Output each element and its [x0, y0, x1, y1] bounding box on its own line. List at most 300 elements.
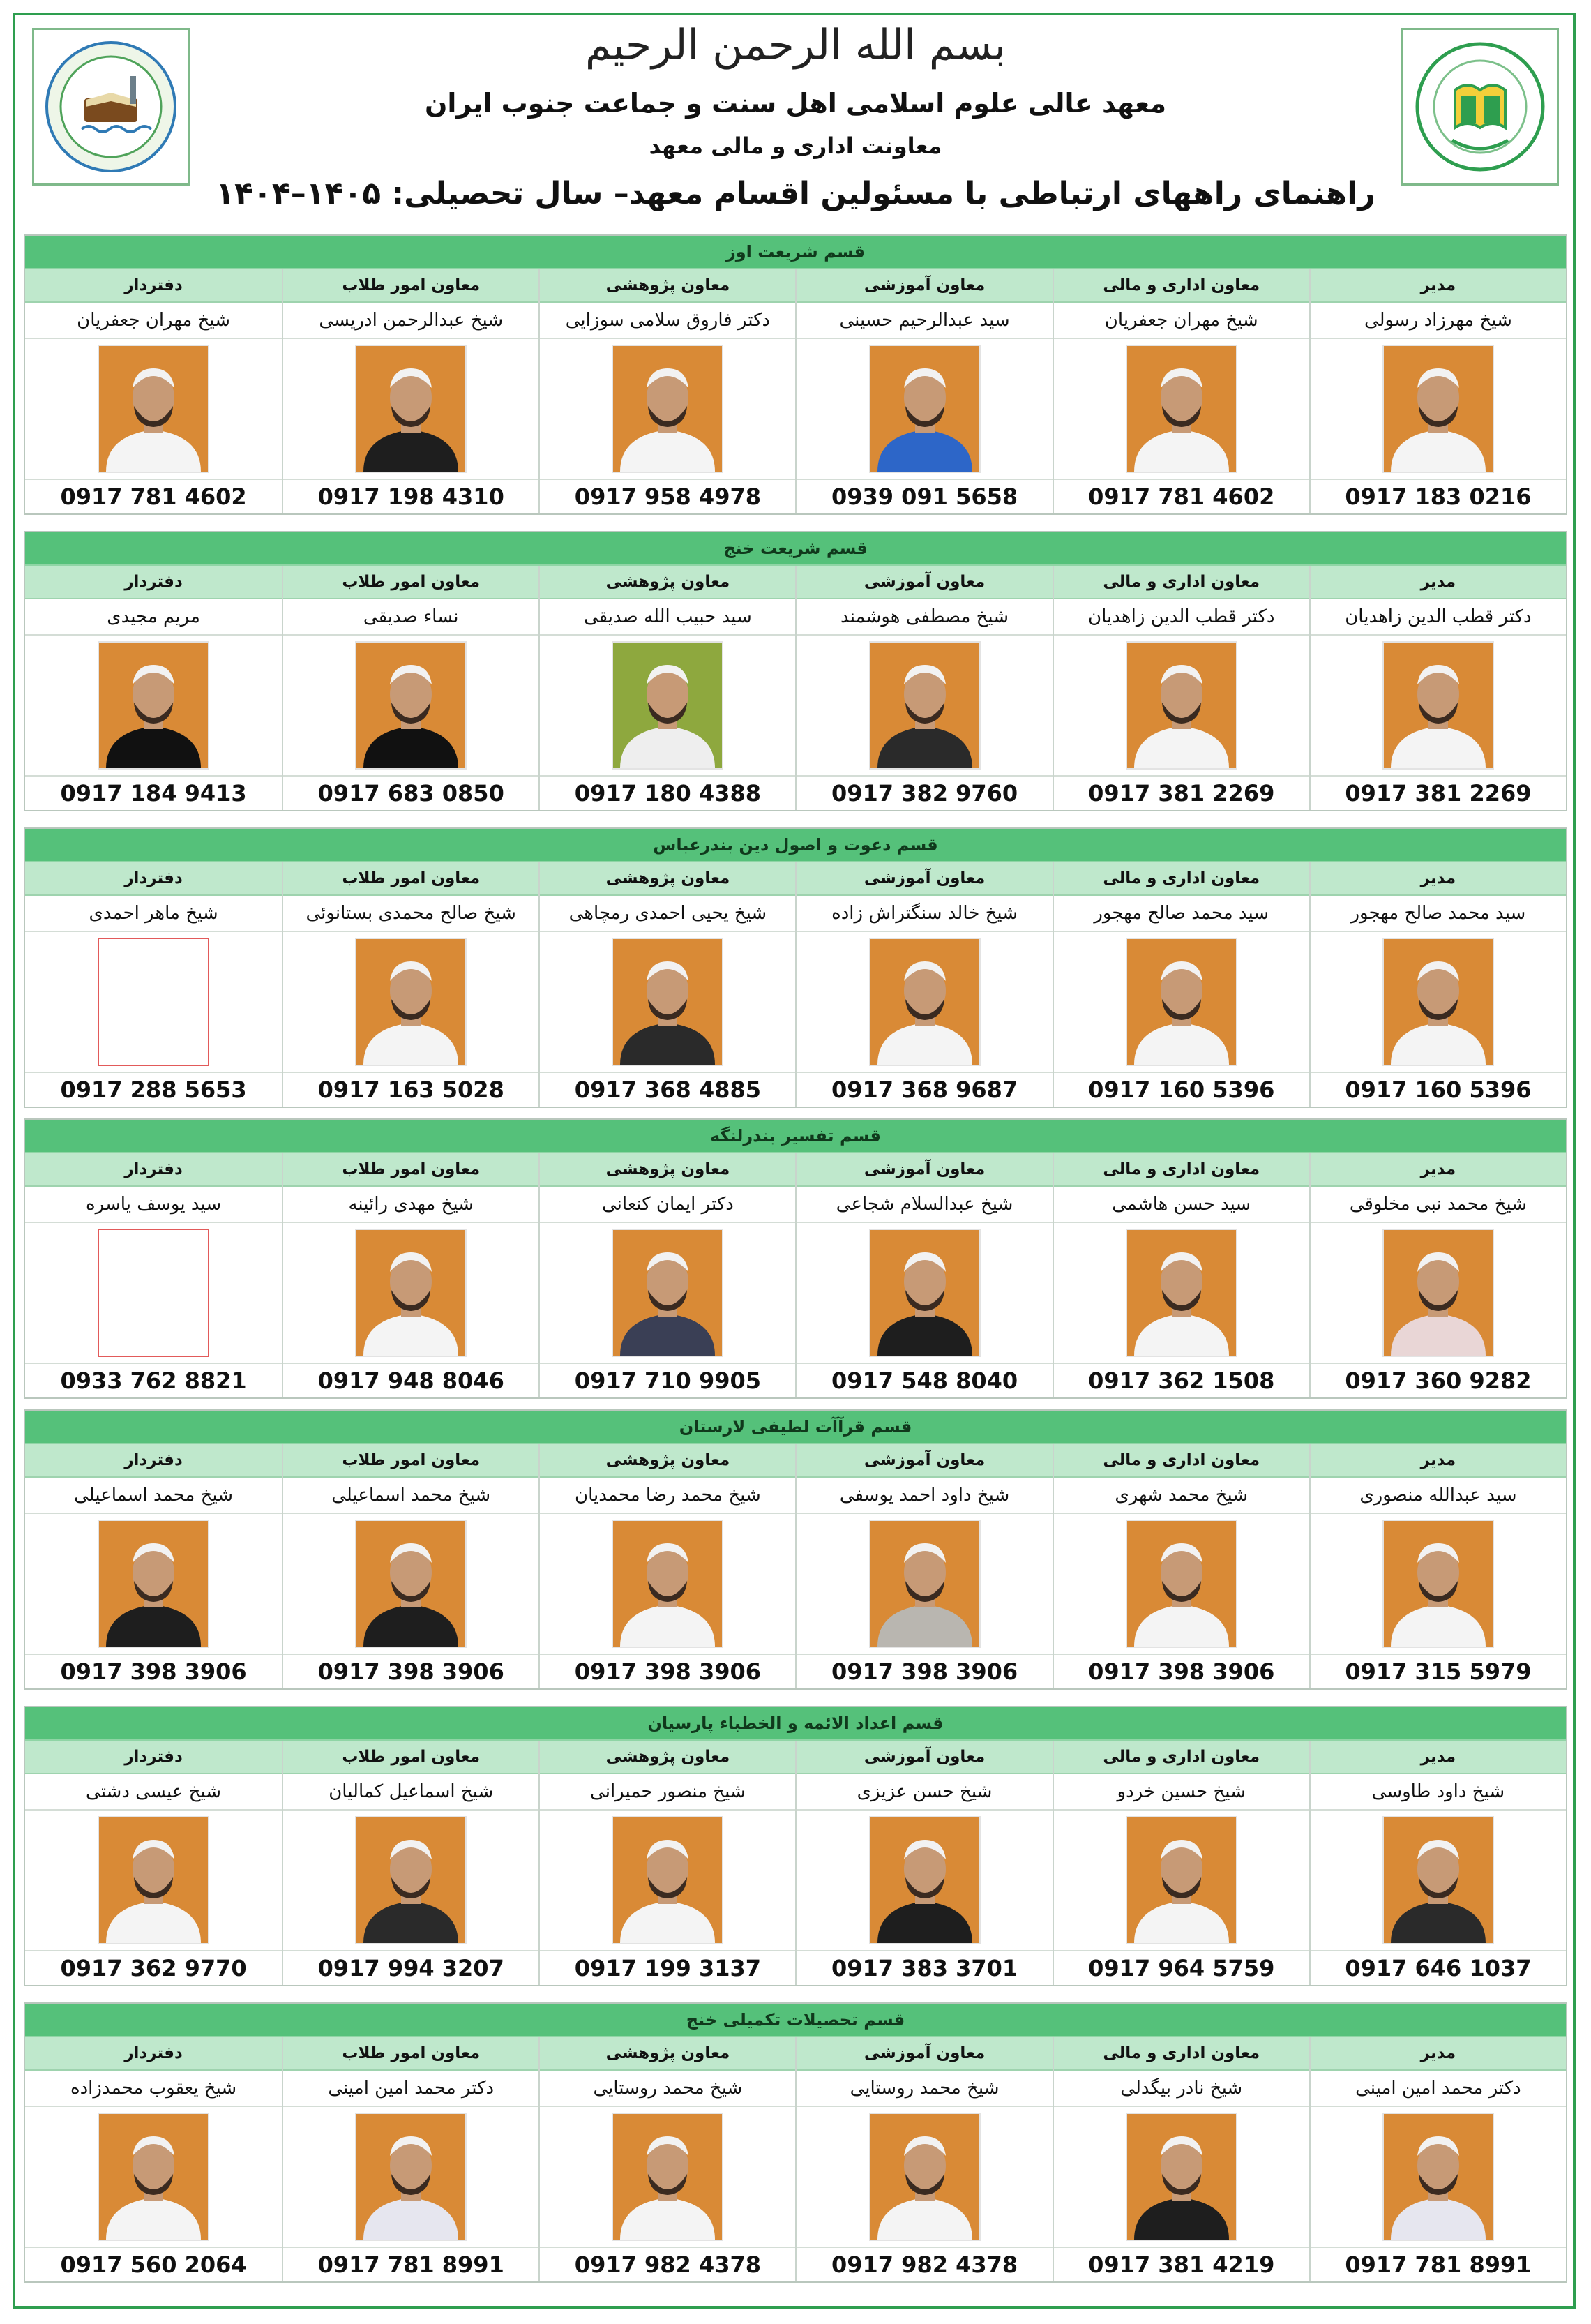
person-portrait-icon	[356, 1521, 465, 1647]
role-label: دفتردار	[25, 862, 282, 896]
staff-column	[795, 2037, 1052, 2281]
staff-photo	[869, 641, 981, 770]
role-label: معاون اداری و مالی	[1054, 1444, 1309, 1478]
staff-name: شیخ منصور حمیرانی	[540, 1774, 795, 1811]
staff-photo	[355, 2113, 467, 2241]
staff-column	[282, 1444, 538, 1688]
photo-cell	[25, 1811, 282, 1951]
phone-number: 0917 382 9760	[831, 780, 1018, 807]
staff-name: شیخ صالح محمدی بستانوئی	[283, 896, 538, 932]
photo-cell	[25, 1514, 282, 1655]
phone-number: 0939 091 5658	[831, 483, 1018, 510]
person-portrait-icon	[356, 1230, 465, 1356]
phone-number: 0917 184 9413	[60, 780, 247, 807]
person-portrait-icon	[613, 346, 722, 472]
staff-column	[1309, 862, 1566, 1107]
staff-grid	[25, 269, 1566, 513]
institute-name: معهد عالی علوم اسلامی اهل سنت و جماعت جنوب ایران	[424, 88, 1167, 119]
photo-cell	[1054, 339, 1309, 480]
photo-cell	[797, 1514, 1052, 1655]
staff-name: دکتر ایمان کنعانی	[540, 1187, 795, 1223]
photo-cell	[540, 2107, 795, 2248]
role-label: معاون اداری و مالی	[1054, 1153, 1309, 1187]
person-portrait-icon	[356, 939, 465, 1065]
section-4	[24, 1118, 1567, 1399]
role-label: دفتردار	[25, 566, 282, 599]
role-label: معاون اداری و مالی	[1054, 566, 1309, 599]
photo-cell	[797, 1223, 1052, 1364]
staff-name: سید یوسف یاسره	[25, 1187, 282, 1223]
role-label: مدیر	[1311, 2037, 1566, 2071]
person-portrait-icon	[1384, 1230, 1493, 1356]
staff-photo	[869, 1520, 981, 1648]
staff-photo	[1382, 1520, 1494, 1648]
staff-column	[538, 862, 795, 1107]
staff-name: سید حبیب الله صدیقی	[540, 599, 795, 636]
person-portrait-icon	[1127, 939, 1236, 1065]
person-portrait-icon	[613, 939, 722, 1065]
photo-cell	[283, 339, 538, 480]
person-portrait-icon	[1127, 1521, 1236, 1647]
staff-name: شیخ ماهر احمدی	[25, 896, 282, 932]
staff-photo	[612, 641, 723, 770]
section-title: قسم شریعت اوز	[25, 236, 1566, 269]
photo-cell	[1054, 636, 1309, 777]
person-portrait-icon	[870, 939, 979, 1065]
staff-photo	[612, 345, 723, 473]
phone-number: 0917 560 2064	[60, 2251, 247, 2278]
staff-column	[1053, 1741, 1309, 1985]
person-portrait-icon	[1384, 2114, 1493, 2240]
phone-number: 0917 198 4310	[317, 483, 504, 510]
phone-number: 0917 288 5653	[60, 1077, 247, 1103]
staff-photo	[355, 1816, 467, 1944]
staff-column	[795, 1741, 1052, 1985]
role-label: معاون آموزشی	[797, 1444, 1052, 1478]
staff-column	[538, 269, 795, 513]
staff-name: شیخ مهرزاد رسولی	[1311, 303, 1566, 339]
photo-cell	[540, 636, 795, 777]
staff-photo	[355, 938, 467, 1066]
photo-cell	[797, 636, 1052, 777]
photo-cell	[283, 1223, 538, 1364]
phone-number: 0917 982 4378	[574, 2251, 761, 2278]
staff-photo	[355, 641, 467, 770]
phone-number: 0917 368 4885	[574, 1077, 761, 1103]
staff-column	[25, 1153, 282, 1397]
role-label: معاون اداری و مالی	[1054, 2037, 1309, 2071]
photo-cell	[1054, 1223, 1309, 1364]
photo-cell	[25, 636, 282, 777]
staff-photo	[355, 1229, 467, 1357]
role-label: دفتردار	[25, 1153, 282, 1187]
role-label: مدیر	[1311, 269, 1566, 303]
staff-column	[1053, 269, 1309, 513]
staff-name: شیخ مصطفی هوشمند	[797, 599, 1052, 636]
phone-number: 0917 183 0216	[1345, 483, 1532, 510]
photo-cell	[540, 932, 795, 1073]
staff-photo	[98, 345, 209, 473]
staff-name: نساء صدیقی	[283, 599, 538, 636]
section-1	[24, 234, 1567, 515]
phone-number: 0917 199 3137	[574, 1955, 761, 1981]
phone-number: 0917 781 8991	[317, 2251, 504, 2278]
staff-column	[1309, 1444, 1566, 1688]
staff-photo	[98, 1520, 209, 1648]
phone-number: 0917 381 4219	[1088, 2251, 1275, 2278]
role-label: معاون اداری و مالی	[1054, 269, 1309, 303]
staff-photo	[612, 2113, 723, 2241]
phone-number: 0917 994 3207	[317, 1955, 504, 1981]
staff-photo	[869, 938, 981, 1066]
phone-number: 0917 381 2269	[1345, 780, 1532, 807]
phone-number: 0917 948 8046	[317, 1367, 504, 1394]
phone-number: 0917 163 5028	[317, 1077, 504, 1103]
phone-number: 0917 383 3701	[831, 1955, 1018, 1981]
staff-grid	[25, 1153, 1566, 1397]
staff-name: شیخ مهران جعفریان	[1054, 303, 1309, 339]
photo-cell	[283, 1514, 538, 1655]
staff-column	[538, 1741, 795, 1985]
photo-cell	[25, 2107, 282, 2248]
person-portrait-icon	[1127, 1230, 1236, 1356]
staff-column	[1053, 1444, 1309, 1688]
staff-photo	[869, 1229, 981, 1357]
staff-photo	[1382, 2113, 1494, 2241]
staff-photo	[98, 2113, 209, 2241]
staff-column	[795, 1153, 1052, 1397]
section-3	[24, 827, 1567, 1108]
role-label: مدیر	[1311, 1444, 1566, 1478]
bismillah-calligraphy: بسم الله الرحمن الرحيم	[585, 21, 1006, 70]
staff-name: سید عبدالرحیم حسینی	[797, 303, 1052, 339]
phone-number: 0933 762 8821	[60, 1367, 247, 1394]
phone-number: 0917 710 9905	[574, 1367, 761, 1394]
role-label: معاون آموزشی	[797, 1741, 1052, 1774]
person-portrait-icon	[1384, 346, 1493, 472]
staff-column	[1053, 2037, 1309, 2281]
photo-cell	[25, 932, 282, 1073]
staff-name: شیخ خالد سنگتراش زاده	[797, 896, 1052, 932]
staff-name: شیخ محمد روستایی	[540, 2071, 795, 2107]
person-portrait-icon	[99, 1521, 208, 1647]
role-label: دفتردار	[25, 269, 282, 303]
staff-photo	[1382, 1816, 1494, 1944]
role-label: دفتردار	[25, 1444, 282, 1478]
role-label: معاون آموزشی	[797, 269, 1052, 303]
staff-name: دکتر محمد امین امینی	[1311, 2071, 1566, 2107]
phone-number: 0917 160 5396	[1088, 1077, 1275, 1103]
photo-cell	[540, 1514, 795, 1655]
staff-name: شیخ محمد شهری	[1054, 1478, 1309, 1514]
staff-name: شیخ عیسی دشتی	[25, 1774, 282, 1811]
staff-name: شیخ یعقوب محمدزاده	[25, 2071, 282, 2107]
photo-cell	[283, 1811, 538, 1951]
person-portrait-icon	[870, 1521, 979, 1647]
person-portrait-icon	[613, 1817, 722, 1943]
photo-placeholder	[98, 938, 209, 1066]
phone-number: 0917 362 1508	[1088, 1367, 1275, 1394]
phone-number: 0917 958 4978	[574, 483, 761, 510]
department-name: معاونت اداری و مالی معهد	[649, 133, 942, 159]
photo-cell	[1054, 2107, 1309, 2248]
section-title: قسم تفسیر بندرلنگه	[25, 1120, 1566, 1153]
phone-number: 0917 781 4602	[60, 483, 247, 510]
phone-number: 0917 398 3906	[1088, 1658, 1275, 1685]
staff-photo	[1382, 938, 1494, 1066]
photo-cell	[1054, 932, 1309, 1073]
phone-number: 0917 180 4388	[574, 780, 761, 807]
photo-cell	[1311, 339, 1566, 480]
staff-column	[282, 1153, 538, 1397]
role-label: معاون آموزشی	[797, 862, 1052, 896]
person-portrait-icon	[99, 643, 208, 768]
staff-photo	[612, 938, 723, 1066]
person-portrait-icon	[356, 643, 465, 768]
role-label: معاون آموزشی	[797, 2037, 1052, 2071]
role-label: مدیر	[1311, 566, 1566, 599]
staff-name: شیخ مهدی رائینه	[283, 1187, 538, 1223]
staff-column	[1309, 1153, 1566, 1397]
staff-name: شیخ مهران جعفریان	[25, 303, 282, 339]
photo-cell	[797, 339, 1052, 480]
role-label: مدیر	[1311, 1741, 1566, 1774]
role-label: معاون پژوهشی	[540, 566, 795, 599]
phone-number: 0917 398 3906	[574, 1658, 761, 1685]
staff-column	[538, 566, 795, 810]
section-5	[24, 1409, 1567, 1690]
staff-column	[795, 566, 1052, 810]
staff-column	[282, 269, 538, 513]
person-portrait-icon	[1384, 1817, 1493, 1943]
person-portrait-icon	[1127, 346, 1236, 472]
phone-number: 0917 160 5396	[1345, 1077, 1532, 1103]
photo-cell	[283, 932, 538, 1073]
role-label: دفتردار	[25, 2037, 282, 2071]
photo-cell	[797, 2107, 1052, 2248]
staff-column	[25, 2037, 282, 2281]
photo-cell	[1311, 1223, 1566, 1364]
staff-column	[538, 1153, 795, 1397]
phone-number: 0917 781 8991	[1345, 2251, 1532, 2278]
staff-name: شیخ عبدالرحمن ادریسی	[283, 303, 538, 339]
role-label: مدیر	[1311, 862, 1566, 896]
photo-cell	[797, 932, 1052, 1073]
staff-name: شیخ محمد روستایی	[797, 2071, 1052, 2107]
person-portrait-icon	[1127, 643, 1236, 768]
staff-column	[538, 2037, 795, 2281]
staff-column	[25, 269, 282, 513]
staff-photo	[98, 641, 209, 770]
person-portrait-icon	[99, 2114, 208, 2240]
photo-cell	[25, 1223, 282, 1364]
role-label: معاون پژوهشی	[540, 1741, 795, 1774]
phone-number: 0917 548 8040	[831, 1367, 1018, 1394]
role-label: معاون آموزشی	[797, 566, 1052, 599]
photo-cell	[540, 1223, 795, 1364]
section-7	[24, 2002, 1567, 2283]
role-label: معاون پژوهشی	[540, 862, 795, 896]
staff-photo	[869, 1816, 981, 1944]
phone-number: 0917 381 2269	[1088, 780, 1275, 807]
staff-grid	[25, 1444, 1566, 1688]
staff-name: شیخ یحیی احمدی رمچاهی	[540, 896, 795, 932]
staff-photo	[98, 1816, 209, 1944]
staff-column	[1309, 2037, 1566, 2281]
staff-name: شیخ نادر بیگدلی	[1054, 2071, 1309, 2107]
staff-photo	[1382, 641, 1494, 770]
phone-number: 0917 683 0850	[317, 780, 504, 807]
section-title: قسم دعوت و اصول دین بندرعباس	[25, 829, 1566, 862]
phone-number: 0917 398 3906	[831, 1658, 1018, 1685]
staff-name: شیخ داود طاوسی	[1311, 1774, 1566, 1811]
person-portrait-icon	[1384, 643, 1493, 768]
photo-cell	[1054, 1514, 1309, 1655]
staff-name: دکتر محمد امین امینی	[283, 2071, 538, 2107]
staff-name: مریم مجیدی	[25, 599, 282, 636]
photo-cell	[1311, 2107, 1566, 2248]
role-label: معاون پژوهشی	[540, 269, 795, 303]
staff-name: شیخ حسن عزیزی	[797, 1774, 1052, 1811]
role-label: دفتردار	[25, 1741, 282, 1774]
section-title: قسم تحصیلات تکمیلی خنج	[25, 2004, 1566, 2037]
section-title: قسم شریعت خنج	[25, 532, 1566, 566]
person-portrait-icon	[870, 2114, 979, 2240]
staff-column	[1053, 566, 1309, 810]
person-portrait-icon	[356, 346, 465, 472]
staff-photo	[1126, 2113, 1237, 2241]
staff-name: سید محمد صالح مهجور	[1054, 896, 1309, 932]
staff-photo	[355, 1520, 467, 1648]
person-portrait-icon	[613, 1521, 722, 1647]
phone-number: 0917 360 9282	[1345, 1367, 1532, 1394]
person-portrait-icon	[1127, 2114, 1236, 2240]
staff-photo	[1126, 1816, 1237, 1944]
staff-name: دکتر قطب الدین زاهدیان	[1054, 599, 1309, 636]
staff-column	[795, 1444, 1052, 1688]
staff-photo	[1126, 345, 1237, 473]
role-label: معاون امور طلاب	[283, 1153, 538, 1187]
staff-grid	[25, 566, 1566, 810]
photo-cell	[1054, 1811, 1309, 1951]
staff-photo	[355, 345, 467, 473]
phone-number: 0917 362 9770	[60, 1955, 247, 1981]
staff-column	[1309, 269, 1566, 513]
photo-cell	[797, 1811, 1052, 1951]
guide-title: راهنمای راههای ارتباطی با مسئولین اقسام معهد– سال تحصیلی: ۱۴۰۵–۱۴۰۴	[216, 176, 1375, 211]
phone-number: 0917 781 4602	[1088, 483, 1275, 510]
person-portrait-icon	[356, 2114, 465, 2240]
role-label: معاون امور طلاب	[283, 269, 538, 303]
section-title: قسم قرآآت لطیفی لارستان	[25, 1411, 1566, 1444]
staff-photo	[1126, 1229, 1237, 1357]
person-portrait-icon	[1384, 939, 1493, 1065]
photo-cell	[25, 339, 282, 480]
section-2	[24, 531, 1567, 811]
staff-column	[1053, 862, 1309, 1107]
staff-photo	[612, 1520, 723, 1648]
photo-cell	[1311, 1514, 1566, 1655]
photo-cell	[1311, 932, 1566, 1073]
phone-number: 0917 982 4378	[831, 2251, 1018, 2278]
role-label: معاون اداری و مالی	[1054, 862, 1309, 896]
person-portrait-icon	[613, 2114, 722, 2240]
person-portrait-icon	[99, 346, 208, 472]
person-portrait-icon	[870, 1230, 979, 1356]
staff-name: شیخ محمد اسماعیلی	[283, 1478, 538, 1514]
staff-photo	[1126, 938, 1237, 1066]
role-label: معاون اداری و مالی	[1054, 1741, 1309, 1774]
staff-photo	[1126, 1520, 1237, 1648]
staff-name: شیخ محمد رضا محمدیان	[540, 1478, 795, 1514]
phone-number: 0917 398 3906	[60, 1658, 247, 1685]
staff-photo	[612, 1816, 723, 1944]
staff-name: سید عبدالله منصوری	[1311, 1478, 1566, 1514]
staff-column	[25, 566, 282, 810]
section-title: قسم اعداد الائمه و الخطباء پارسیان	[25, 1707, 1566, 1741]
staff-name: شیخ حسین خردو	[1054, 1774, 1309, 1811]
staff-name: شیخ محمد نبی مخلوقی	[1311, 1187, 1566, 1223]
photo-cell	[1311, 636, 1566, 777]
staff-grid	[25, 2037, 1566, 2281]
role-label: معاون پژوهشی	[540, 1153, 795, 1187]
staff-grid	[25, 862, 1566, 1107]
role-label: معاون امور طلاب	[283, 566, 538, 599]
person-portrait-icon	[870, 1817, 979, 1943]
staff-column	[795, 269, 1052, 513]
staff-name: سید حسن هاشمی	[1054, 1187, 1309, 1223]
role-label: مدیر	[1311, 1153, 1566, 1187]
staff-photo	[1382, 1229, 1494, 1357]
person-portrait-icon	[613, 1230, 722, 1356]
photo-cell	[283, 2107, 538, 2248]
staff-column	[282, 2037, 538, 2281]
phone-number: 0917 315 5979	[1345, 1658, 1532, 1685]
staff-column	[282, 862, 538, 1107]
role-label: معاون پژوهشی	[540, 1444, 795, 1478]
staff-name: شیخ اسماعیل کمالیان	[283, 1774, 538, 1811]
staff-column	[1309, 566, 1566, 810]
person-portrait-icon	[613, 643, 722, 768]
phone-number: 0917 398 3906	[317, 1658, 504, 1685]
staff-column	[1053, 1153, 1309, 1397]
staff-photo	[612, 1229, 723, 1357]
staff-column	[538, 1444, 795, 1688]
staff-photo	[1126, 641, 1237, 770]
staff-name: شیخ محمد اسماعیلی	[25, 1478, 282, 1514]
staff-column	[25, 1741, 282, 1985]
staff-photo	[869, 2113, 981, 2241]
staff-column	[282, 566, 538, 810]
staff-name: دکتر قطب الدین زاهدیان	[1311, 599, 1566, 636]
staff-column	[1309, 1741, 1566, 1985]
photo-cell	[540, 1811, 795, 1951]
role-label: معاون آموزشی	[797, 1153, 1052, 1187]
staff-name: شیخ عبدالسلام شجاعی	[797, 1187, 1052, 1223]
staff-photo	[869, 345, 981, 473]
person-portrait-icon	[870, 643, 979, 768]
staff-grid	[25, 1741, 1566, 1985]
person-portrait-icon	[1384, 1521, 1493, 1647]
role-label: معاون امور طلاب	[283, 862, 538, 896]
person-portrait-icon	[99, 1817, 208, 1943]
photo-cell	[283, 636, 538, 777]
section-6	[24, 1706, 1567, 1986]
role-label: معاون پژوهشی	[540, 2037, 795, 2071]
staff-column	[25, 862, 282, 1107]
staff-column	[282, 1741, 538, 1985]
photo-cell	[540, 339, 795, 480]
